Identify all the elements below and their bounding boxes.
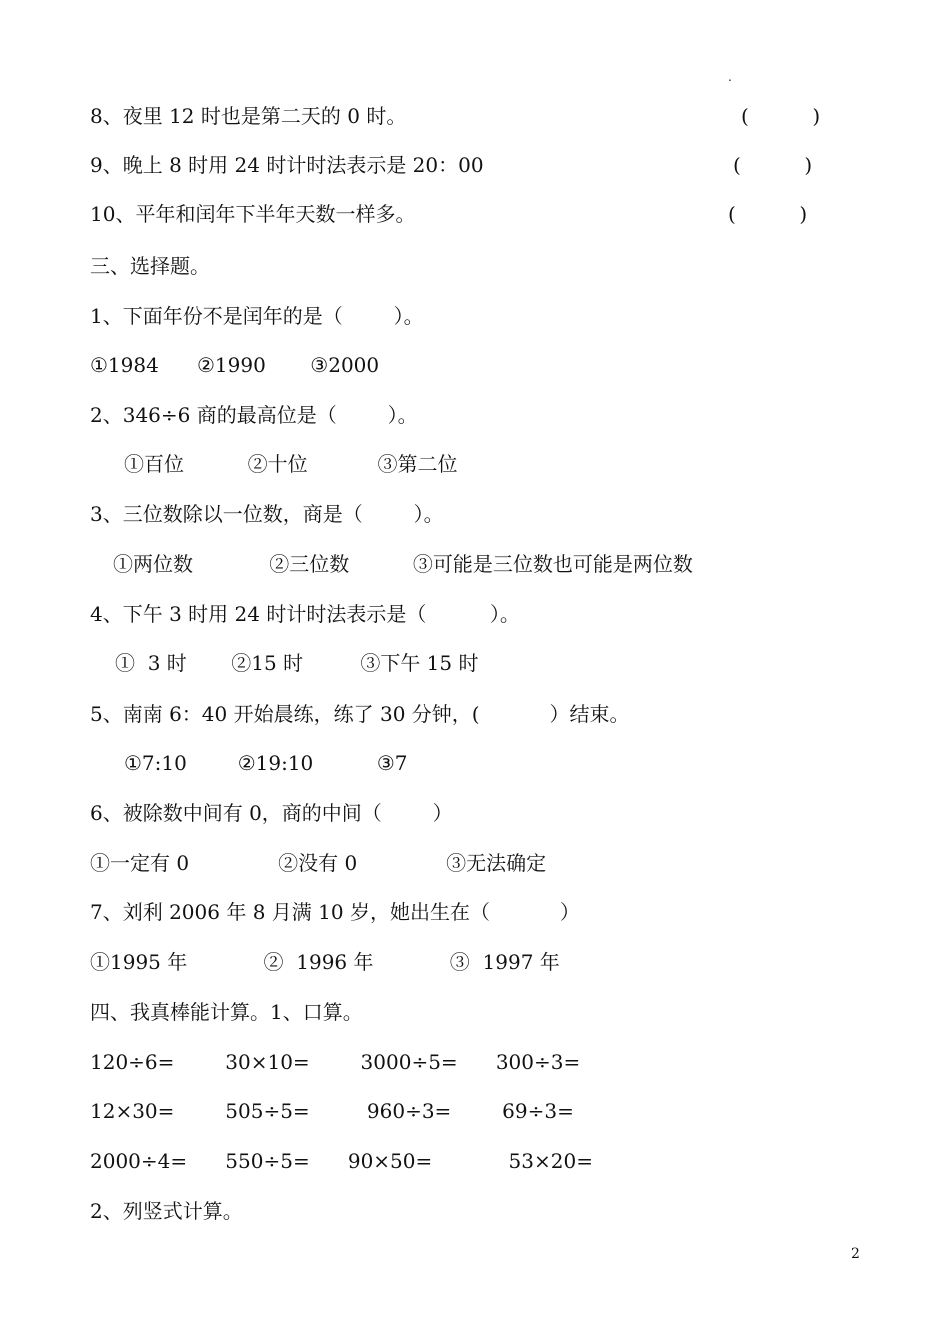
choice-options-6: ①一定有 0 ②没有 0 ③无法确定 <box>90 851 547 875</box>
choice-options-1: ①1984 ②1990 ③2000 <box>90 353 380 377</box>
top-dot-mark: . <box>728 70 732 84</box>
choice-question-1: 1、下面年份不是闰年的是（ ）。 <box>90 304 424 328</box>
choice-options-7: ①1995 年 ② 1996 年 ③ 1997 年 <box>90 950 560 974</box>
choice-question-3: 3、三位数除以一位数，商是（ ）。 <box>90 502 444 526</box>
choice-question-7: 7、刘利 2006 年 8 月满 10 岁，她出生在（ ） <box>90 900 580 924</box>
choice-options-4: ① 3 时 ②15 时 ③下午 15 时 <box>115 651 479 675</box>
tf-answer-blank-9[interactable]: ( ) <box>733 153 813 177</box>
choice-options-5: ①7:10 ②19:10 ③7 <box>124 751 408 775</box>
mental-math-row-2: 12×30= 505÷5= 960÷3= 69÷3= <box>90 1099 574 1123</box>
mental-math-row-1: 120÷6= 30×10= 3000÷5= 300÷3= <box>90 1050 581 1074</box>
choice-question-5: 5、南南 6：40 开始晨练，练了 30 分钟，( ）结束。 <box>90 702 630 726</box>
section-title-calculation: 四、我真棒能计算。1、口算。 <box>90 1000 363 1024</box>
choice-question-4: 4、下午 3 时用 24 时计时法表示是（ ）。 <box>90 602 520 626</box>
choice-question-2: 2、346÷6 商的最高位是（ ）。 <box>90 403 418 427</box>
page-number: 2 <box>851 1246 860 1262</box>
tf-answer-blank-10[interactable]: ( ) <box>728 202 808 226</box>
choice-question-6: 6、被除数中间有 0，商的中间（ ） <box>90 801 453 825</box>
tf-question-8: 8、夜里 12 时也是第二天的 0 时。 <box>90 104 407 128</box>
vertical-calculation-heading: 2、列竖式计算。 <box>90 1199 243 1223</box>
tf-question-9: 9、晚上 8 时用 24 时计时法表示是 20：00 <box>90 153 484 177</box>
choice-options-2: ①百位 ②十位 ③第二位 <box>124 452 458 476</box>
tf-question-10: 10、平年和闰年下半年天数一样多。 <box>90 202 416 226</box>
section-title-choice: 三、选择题。 <box>90 254 210 278</box>
mental-math-row-3: 2000÷4= 550÷5= 90×50= 53×20= <box>90 1149 593 1173</box>
tf-answer-blank-8[interactable]: ( ) <box>741 104 821 128</box>
choice-options-3: ①两位数 ②三位数 ③可能是三位数也可能是两位数 <box>113 552 693 576</box>
